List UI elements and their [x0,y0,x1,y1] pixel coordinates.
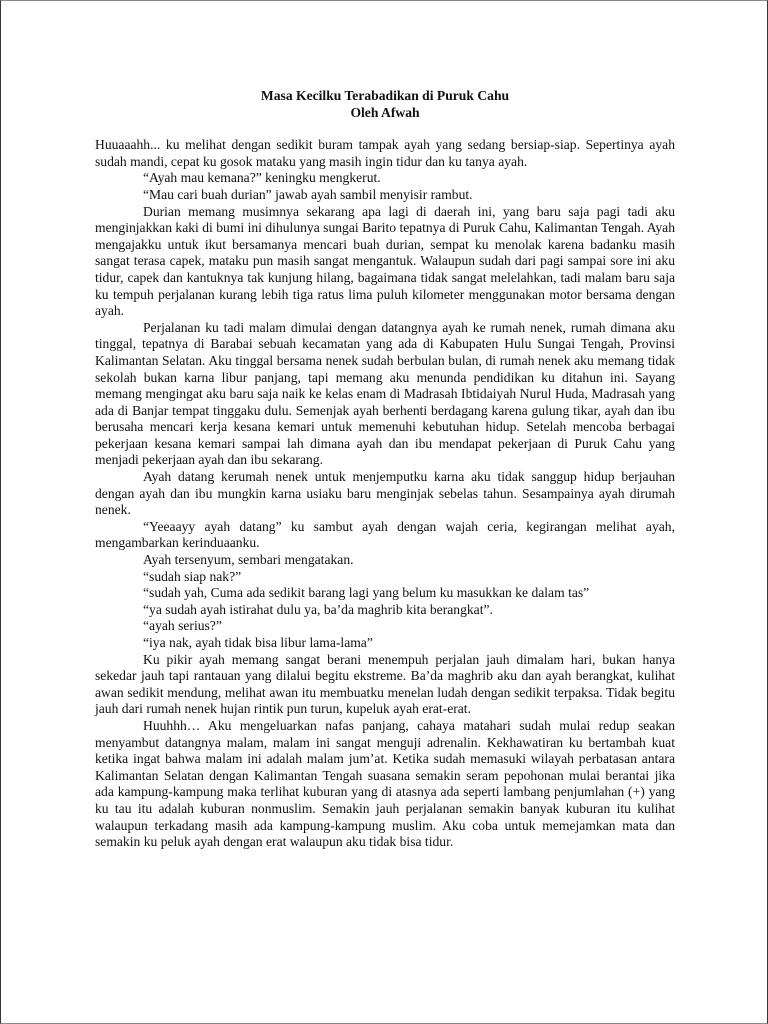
title-spacer [95,121,675,137]
paragraph: “Yeeaayy ayah datang” ku sambut ayah dengan wajah ceria, kegirangan melihat ayah, mengambarkan kerinduaanku. [95,518,675,551]
paragraph: Ku pikir ayah memang sangat berani menempuh perjalan jauh dimalam hari, bukan hanya sekedar jauh tapi rantauan yang dilalui begitu ekstreme. Ba’da maghrib aku dan ayah berangkat, kulihat awan sedikit mendung, melihat awan itu membuatku menelan ludah dengan sedikit terpaksa. Tidak begitu jauh dari rumah nenek hujan rintik pun turun, kupeluk ayah erat-erat. [95,651,675,717]
dialog-line: “ya sudah ayah istirahat dulu ya, ba’da maghrib kita berangkat”. [143,601,493,617]
dialog-line: “Mau cari buah durian” jawab ayah sambil menyisir rambut. [143,186,473,202]
dialog-line: “sudah yah, Cuma ada sedikit barang lagi yang belum ku masukkan ke dalam tas” [143,585,590,601]
dialog-line: Ayah tersenyum, sembari mengatakan. [143,552,354,568]
paragraph: Durian memang musimnya sekarang apa lagi di daerah ini, yang baru saja pagi tadi aku menginjakkan kaki di bumi ini dihulunya sungai Barito tepatnya di Puruk Cahu, Kalimantan Tengah. Ayah mengajakku untuk ikut bersamanya mencari buah durian, sempat ku menolak karena badanku masih sangat terasa capek, mataku pun masih sangat mengantuk. Walaupun sudah dari pagi sampai sore ini aku tidur, capek dan kantuknya tak kunjung hilang, bagaimana tidak sangat melelahkan, tadi malam baru saja ku tempuh perjalanan kurang lebih tiga ratus lima puluh kilometer menggunakan motor bersama dengan ayah. [95,203,675,319]
dialog-line: “iya nak, ayah tidak bisa libur lama-lama” [143,635,373,650]
document-author: Oleh Afwah [350,104,420,120]
document-title: Masa Kecilku Terabadikan di Puruk Cahu [260,88,510,103]
paragraph: Huuaaahh... ku melihat dengan sedikit buram tampak ayah yang sedang bersiap-siap. Sepertinya ayah sudah mandi, cepat ku gosok mataku yang masih ingin tidur dan ku tanya ayah. [95,137,675,169]
dialog-line: “ayah serius?” [143,618,222,634]
dialog-line: “sudah siap nak?” [143,568,242,584]
dialog-line: “Ayah mau kemana?” keningku mengkerut. [143,170,381,186]
paragraph: Huuhhh… Aku mengeluarkan nafas panjang, cahaya matahari sudah mulai redup seakan menyambut datangnya malam, malam ini sangat menguji adrenalin. Kekhawatiran ku bertambah kuat ketika ingat bahwa malam ini adalah malam jum’at. Ketika sudah memasuki wilayah perbatasan antara Kalimantan Selatan dengan Kalimantan Tengah suasana semakin seram pepohonan mulai berantai jika ada kampung-kampung maka terlihat kuburan yang di atasnya ada seperti lambang penjumlahan (+) yang ku tau itu adalah kuburan nonmuslim. Semakin jauh perjalanan semakin banyak kuburan itu kulihat walaupun terkadang masih ada kampung-kampung muslim. Aku coba untuk memejamkan mata dan semakin ku peluk ayah dengan erat walaupun aku tidak bisa tidur. [95,717,675,850]
paragraph: Perjalanan ku tadi malam dimulai dengan datangnya ayah ke rumah nenek, rumah dimana aku tinggal, tepatnya di Barabai sebuah kecamatan yang ada di Kabupaten Hulu Sungai Tengah, Provinsi Kalimantan Selatan. Aku tinggal bersama nenek sudah berbulan bulan, di rumah nenek aku memang tidak sekolah bukan karna libur panjang, tapi memang aku menunda pendidikan ku ditahun ini. Sayang memang mengingat aku baru saja naik ke kelas enam di Madrasah Ibtidaiyah Nurul Huda, Madrasah yang ada di Banjar tempat tinggaku dulu. Semenjak ayah berhenti berdagang karena gulung tikar, ayah dan ibu berusaha mencari kerja kesana kemari untuk memenuhi kebutuhan hidup. Setelah mencoba berbagai pekerjaan kesana kemari sampai lah dimana ayah dan ibu mendapat pekerjaan di Puruk Cahu yang menjadi pekerjaan ayah dan ibu sekarang. [95,319,675,468]
paragraph: Ayah datang kerumah nenek untuk menjemputku karna aku tidak sanggup hidup berjauhan dengan ayah dan ibu mungkin karna usiaku baru menginjak sebelas tahun. Sesampainya ayah dirumah nenek. [95,469,675,518]
document-body [95,88,675,851]
